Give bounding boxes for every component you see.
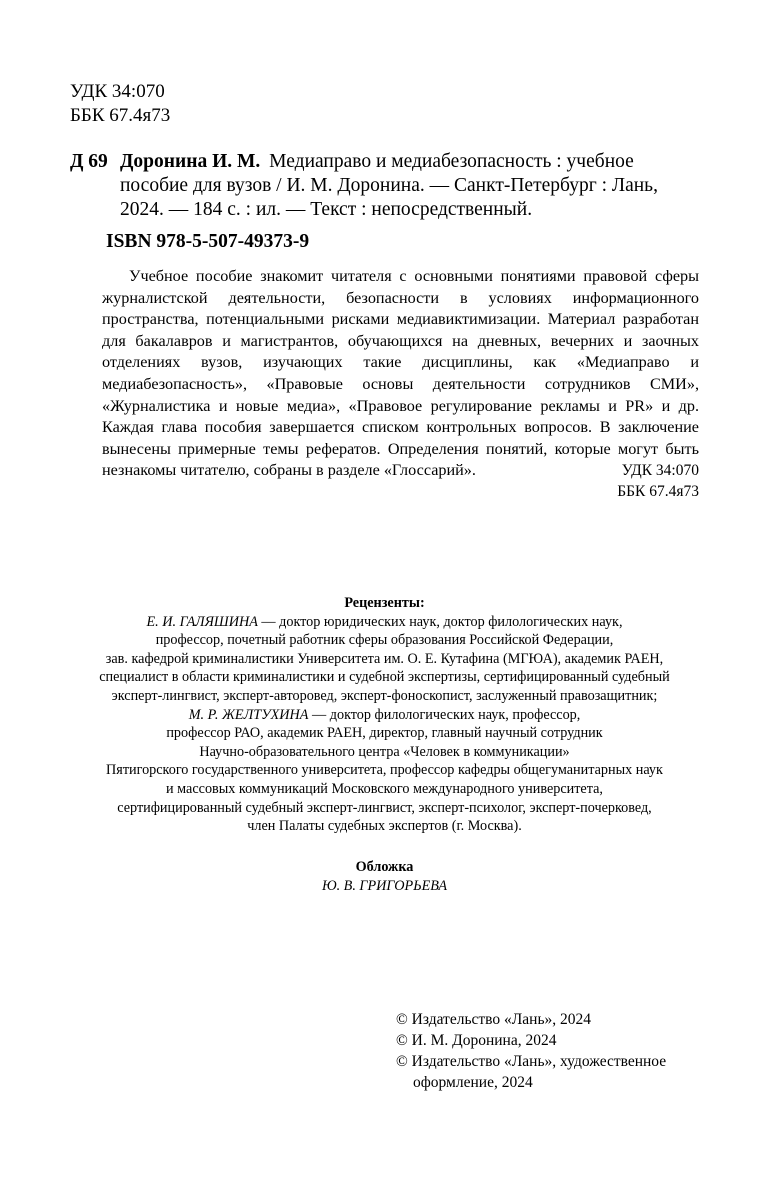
reviewer-2-name: М. Р. ЖЕЛТУХИНА (188, 706, 309, 723)
reviewer-2-line: сертифицированный судебный эксперт-лингвист, эксперт-психолог, эксперт-почерковед, (117, 799, 652, 816)
udk-code-bottom: УДК 34:070 (621, 462, 699, 479)
reviewer-1-line: эксперт-лингвист, эксперт-авторовед, эксперт-фоноскопист, заслуженный правозащитник; (111, 687, 658, 704)
reviewer-1-line: специалист в области криминалистики и судебной экспертизы, сертифицированный судебный (99, 669, 670, 686)
description-line-3: 2024. — 184 с. : ил. — Текст : непосредственный. (120, 199, 533, 220)
reviewers-section (80, 594, 689, 836)
reviewer-1-line (80, 613, 689, 632)
copyright-line: оформление, 2024 (413, 1074, 533, 1091)
author-name: Доронина И. М. (120, 151, 261, 172)
abstract-text: Учебное пособие знакомит читателя с основными понятиями правовой сферы журналистской деятельности, безопасности в условиях информационного пространства, потенциальными рисками медиавиктимизации. Материал разработан для бакалавров и магистрантов, обучающихся на дневных, вечерних и заочных отделениях вузов, изучающих такие дисциплины, как «Медиаправо и медиабезопасность», «Правовые основы деятельности сотрудников СМИ», «Журналистика и новые медиа», «Правовое регулирование рекламы и PR» и др. Каждая глава пособия завершается списком контрольных вопросов. В заключение вынесены примерные темы рефератов. Определения понятий, которые могут быть незнакомы читателю, собраны в разделе «Глоссарий». (102, 267, 699, 480)
reviewer-2-line (80, 706, 689, 725)
reviewer-2-line: Пятигорского государственного университета, профессор кафедры общегуманитарных наук (106, 762, 663, 779)
bbk-code-bottom: ББК 67.4я73 (617, 483, 699, 500)
reviewer-1-text: — доктор юридических наук, доктор филологических наук, (257, 613, 623, 630)
cover-credit (0, 858, 769, 895)
classification-bottom (617, 460, 699, 502)
description-line-2: пособие для вузов / И. М. Доронина. — Санкт-Петербург : Лань, (120, 175, 658, 196)
cover-heading: Обложка (355, 859, 414, 875)
reviewer-1-name: Е. И. ГАЛЯШИНА (146, 613, 258, 630)
bibliographic-description (120, 150, 735, 222)
reviewers-heading: Рецензенты: (344, 595, 425, 611)
copyright-line: © Издательство «Лань», художественное (396, 1053, 667, 1070)
udk-code-top: УДК 34:070 (70, 81, 165, 102)
reviewer-2-line: член Палаты судебных экспертов (г. Москва). (247, 818, 522, 835)
cover-designer: Ю. В. ГРИГОРЬЕВА (321, 877, 448, 894)
reviewer-2-line: профессор РАО, академик РАЕН, директор, главный научный сотрудник (166, 725, 603, 742)
classification-top (70, 80, 170, 128)
bbk-code-top: ББК 67.4я73 (70, 105, 171, 126)
description-line-1 (120, 150, 735, 174)
description-text: Медиаправо и медиабезопасность : учебное (269, 151, 634, 172)
copyright-line: © И. М. Доронина, 2024 (396, 1032, 557, 1049)
reviewer-2-line: и массовых коммуникаций Московского международного университета, (166, 780, 603, 797)
abstract (102, 266, 699, 482)
author-mark: Д 69 (70, 151, 108, 172)
reviewer-2-text: — доктор филологических наук, профессор, (308, 706, 581, 723)
isbn: ISBN 978-5-507-49373-9 (106, 231, 310, 252)
reviewer-2-line: Научно-образовательного центра «Человек в коммуникации» (199, 743, 570, 760)
copyright-line: © Издательство «Лань», 2024 (396, 1011, 592, 1028)
reviewer-1-line: профессор, почетный работник сферы образования Российской Федерации, (155, 632, 614, 649)
reviewer-1-line: зав. кафедрой криминалистики Университета им. О. Е. Кутафина (МГЮА), академик РАЕН, (105, 650, 664, 667)
copyright-block (396, 1009, 666, 1093)
